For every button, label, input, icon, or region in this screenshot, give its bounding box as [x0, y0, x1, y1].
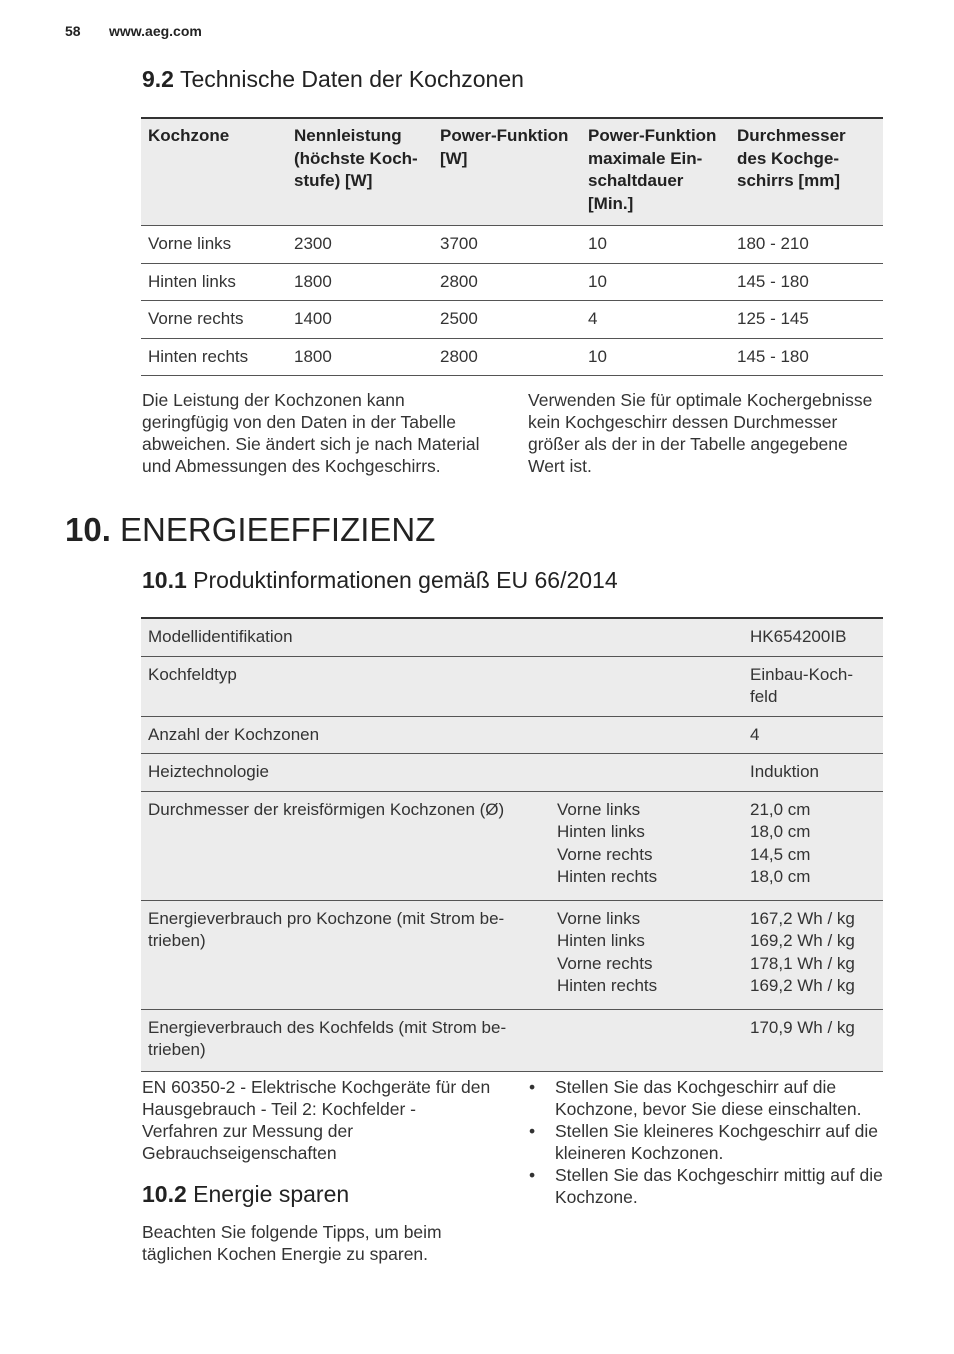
- section-10-2-title: Energie sparen: [193, 1181, 350, 1207]
- section-10-2-number: 10.2: [142, 1181, 187, 1207]
- page-number: 58: [65, 23, 81, 39]
- table-cell: 180 - 210: [730, 226, 883, 264]
- list-item-text: Stellen Sie das Kochgeschirr auf die Kochzone, bevor Sie diese einschalten.: [555, 1077, 862, 1119]
- table-cell: Kochfeldtyp: [141, 656, 743, 716]
- table-row: [141, 226, 883, 264]
- chapter-10-number: 10.: [65, 511, 111, 548]
- bullet-icon: •: [529, 1165, 536, 1185]
- list-item-text: Stellen Sie kleineres Kochgeschirr auf die kleineren Kochzonen.: [555, 1121, 878, 1163]
- energy-saving-tips: [527, 1076, 887, 1208]
- table-cell: 1800: [287, 263, 433, 301]
- section-10-1-heading: [142, 567, 618, 594]
- table-row: [141, 791, 883, 900]
- table-cell: 1400: [287, 301, 433, 339]
- table-row: [141, 301, 883, 339]
- table-cell: Heiztechnologie: [141, 754, 743, 792]
- table-cell: 145 - 180: [730, 263, 883, 301]
- table-cell: 4: [743, 716, 883, 754]
- table-row: [141, 263, 883, 301]
- table-cell: Durchmesser der kreisförmigen Kochzonen (Ø): [141, 791, 550, 900]
- table-cell: Anzahl der Kochzonen: [141, 716, 743, 754]
- table-row: [141, 716, 883, 754]
- energy-saving-intro: Beachten Sie folgende Tipps, um beim täglichen Kochen Energie zu sparen.: [142, 1222, 442, 1264]
- table-cell: 2800: [433, 338, 581, 376]
- table-cell: Vorne links Hinten links Vorne rechts Hinten rechts: [550, 900, 743, 1009]
- table-cell: Energieverbrauch des Kochfelds (mit Strom be-trieben): [141, 1009, 550, 1071]
- section-9-2-heading: [142, 66, 524, 93]
- table-cell: 125 - 145: [730, 301, 883, 339]
- table-header: Nennleistung (höchste Koch-stufe) [W]: [287, 118, 433, 226]
- standard-text: EN 60350-2 - Elektrische Kochgeräte für den Hausgebrauch - Teil 2: Kochfelder - Verfahren zur Messung der Gebrauchseigenschaften: [142, 1077, 491, 1163]
- table-row: [141, 618, 883, 656]
- table-cell: Hinten rechts: [141, 338, 287, 376]
- table-cell: 4: [581, 301, 730, 339]
- table-row: [141, 656, 883, 716]
- bullet-icon: •: [529, 1121, 536, 1141]
- section-9-2-number: 9.2: [142, 66, 174, 92]
- table-cell: Vorne links: [141, 226, 287, 264]
- table-cell: 2800: [433, 263, 581, 301]
- table-cell: Vorne rechts: [141, 301, 287, 339]
- table-row: [141, 900, 883, 1009]
- table-header: Durchmesser des Kochge-schirrs [mm]: [730, 118, 883, 226]
- section-10-1-number: 10.1: [142, 567, 187, 593]
- list-item: [527, 1164, 887, 1208]
- table-cell: 170,9 Wh / kg: [743, 1009, 883, 1071]
- table-cell: 3700: [433, 226, 581, 264]
- table-cell: HK654200IB: [743, 618, 883, 656]
- table-cell: 10: [581, 226, 730, 264]
- list-item: [527, 1120, 887, 1164]
- section-10-1-title: Produktinformationen gemäß EU 66/2014: [193, 567, 618, 593]
- table-cell: Hinten links: [141, 263, 287, 301]
- table-cell: Vorne links Hinten links Vorne rechts Hinten rechts: [550, 791, 743, 900]
- cooking-zones-table: [141, 117, 883, 376]
- table-header: Power-Funktion [W]: [433, 118, 581, 226]
- table-cell: 2300: [287, 226, 433, 264]
- table-row: [141, 754, 883, 792]
- table-header-row: [141, 118, 883, 226]
- list-item-text: Stellen Sie das Kochgeschirr mittig auf die Kochzone.: [555, 1165, 883, 1207]
- table-cell: Modellidentifikation: [141, 618, 743, 656]
- chapter-10-heading: [65, 511, 435, 549]
- power-note: Die Leistung der Kochzonen kann geringfügig von den Daten in der Tabelle abweichen. Sie ändert sich je nach Material und Abmessungen des Kochgeschirrs.: [142, 390, 480, 476]
- table-cell: 145 - 180: [730, 338, 883, 376]
- website-link[interactable]: www.aeg.com: [109, 23, 202, 39]
- table-cell: Energieverbrauch pro Kochzone (mit Strom be-trieben): [141, 900, 550, 1009]
- table-row: [141, 1009, 883, 1071]
- table-cell: Induktion: [743, 754, 883, 792]
- product-info-table: [141, 617, 883, 1072]
- chapter-10-title: ENERGIEEFFIZIENZ: [120, 511, 436, 548]
- table-cell: 10: [581, 338, 730, 376]
- list-item: [527, 1076, 887, 1120]
- cookware-note: Verwenden Sie für optimale Kochergebnisse kein Kochgeschirr dessen Durchmesser größer als der in der Tabelle angegebene Wert ist.: [528, 390, 873, 476]
- table-header: Power-Funktion maximale Ein-schaltdauer [Min.]: [581, 118, 730, 226]
- page-header: [65, 23, 202, 39]
- section-10-2-heading: [142, 1181, 349, 1208]
- table-cell: Einbau-Koch-feld: [743, 656, 883, 716]
- table-header: Kochzone: [141, 118, 287, 226]
- table-cell: 1800: [287, 338, 433, 376]
- table-cell: 167,2 Wh / kg 169,2 Wh / kg 178,1 Wh / kg 169,2 Wh / kg: [743, 900, 883, 1009]
- table-cell: 2500: [433, 301, 581, 339]
- bullet-icon: •: [529, 1077, 536, 1097]
- table-cell: [550, 1009, 743, 1071]
- table-cell: 10: [581, 263, 730, 301]
- table-row: [141, 338, 883, 376]
- section-9-2-title: Technische Daten der Kochzonen: [179, 66, 524, 92]
- table-cell: 21,0 cm 18,0 cm 14,5 cm 18,0 cm: [743, 791, 883, 900]
